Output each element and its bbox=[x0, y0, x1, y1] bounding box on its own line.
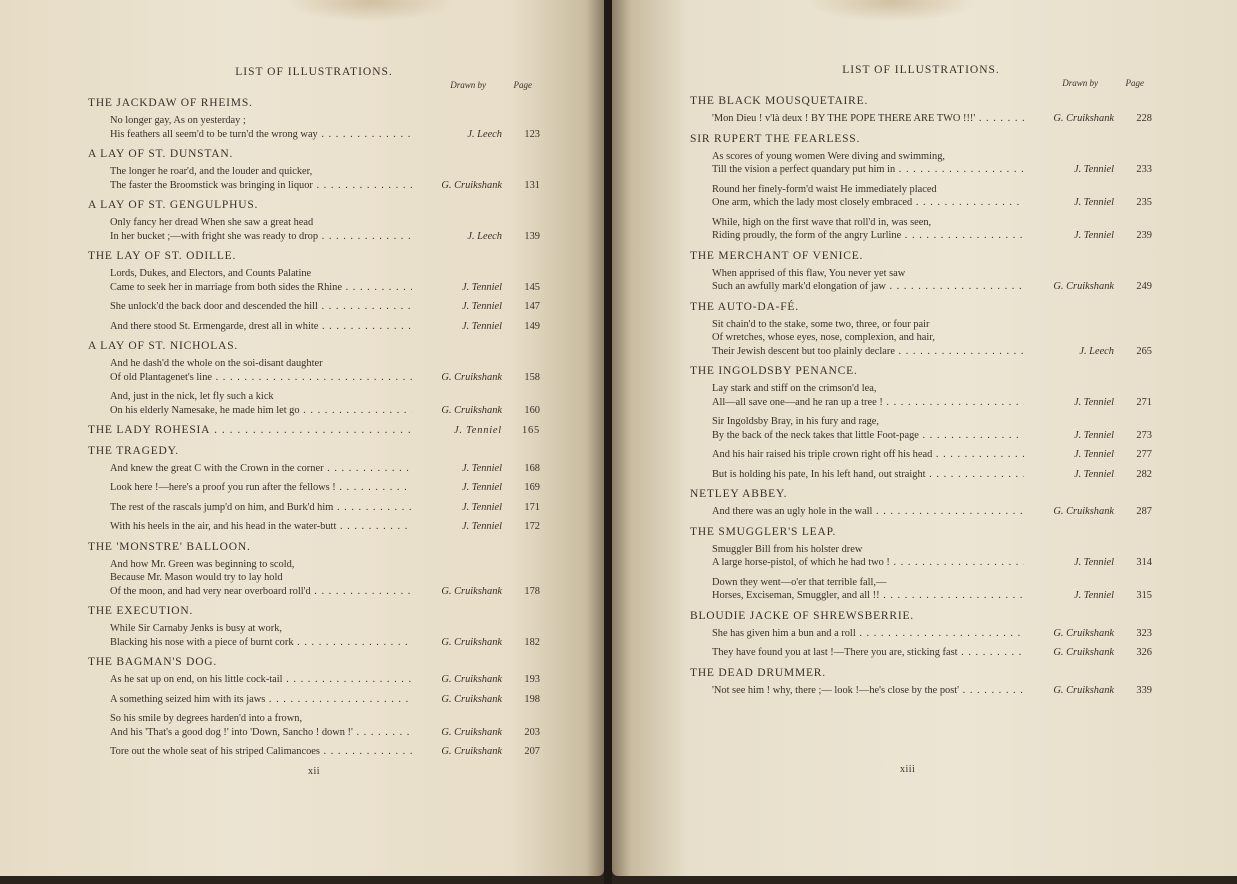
artist-name: G. Cruikshank bbox=[441, 404, 502, 416]
list-item bbox=[88, 712, 540, 739]
caption-line: And knew the great C with the Crown in the corner . . . bbox=[110, 462, 412, 476]
artist-name: J. Tenniel bbox=[461, 301, 502, 312]
list-item bbox=[88, 481, 540, 495]
list-item bbox=[690, 318, 1152, 359]
page-number: 123 bbox=[524, 128, 540, 140]
artist-name: G. Cruikshank bbox=[1053, 647, 1114, 658]
page-number: 287 bbox=[1136, 506, 1152, 517]
poem-title: THE JACKDAW OF RHEIMS. bbox=[88, 97, 253, 109]
list-item bbox=[690, 150, 1152, 177]
poem-section bbox=[88, 424, 540, 438]
right-page bbox=[612, 0, 1237, 876]
page-header: Page bbox=[513, 80, 532, 90]
artist-name: G. Cruikshank bbox=[441, 726, 502, 738]
page-number: 182 bbox=[524, 636, 540, 648]
poem-title: THE TRAGEDY. bbox=[88, 444, 179, 457]
poem-section bbox=[690, 301, 1152, 359]
artist-name: J. Tenniel bbox=[1073, 449, 1114, 460]
caption-line: No longer gay, As on yesterday ; bbox=[110, 115, 246, 126]
caption-line: And his hair raised his triple crown right off his head . . . bbox=[712, 448, 1024, 462]
poem-section bbox=[88, 250, 540, 333]
poem-section bbox=[690, 95, 1152, 126]
caption-line: The longer he roar'd, and the louder and quicker, bbox=[110, 166, 313, 177]
list-item bbox=[88, 462, 540, 476]
caption-line: While, high on the first wave that roll'd in, was seen, bbox=[712, 216, 932, 228]
artist-name: J. Tenniel bbox=[1073, 590, 1114, 601]
list-item bbox=[88, 165, 540, 192]
page-stain bbox=[807, 0, 977, 22]
caption-line: Because Mr. Mason would try to lay hold bbox=[110, 572, 283, 583]
caption-line: Came to seek her in marriage from both sides the Rhine . . . bbox=[110, 281, 412, 295]
page-number: 165 bbox=[522, 425, 540, 436]
artist-name: J. Tenniel bbox=[1073, 164, 1114, 175]
caption-line: Their Jewish descent but too plainly declare . . . bbox=[712, 345, 1024, 359]
poem-title: THE BAGMAN'S DOG. bbox=[88, 656, 218, 668]
page-number: 158 bbox=[524, 371, 540, 383]
page-number: 273 bbox=[1136, 429, 1152, 441]
list-item bbox=[690, 684, 1152, 698]
poem-section bbox=[690, 133, 1152, 243]
artist-name: J. Tenniel bbox=[461, 462, 502, 474]
artist-name: J. Leech bbox=[1079, 345, 1114, 357]
caption-line: On his elderly Namesake, he made him let go . . . bbox=[110, 404, 412, 418]
caption-line: 'Mon Dieu ! v'là deux ! BY THE POPE THERE ARE TWO !!!' . . . bbox=[712, 112, 1024, 126]
poem-section bbox=[88, 199, 540, 243]
caption-line: And he dash'd the whole on the soi-disant daughter bbox=[110, 358, 323, 369]
poem-section bbox=[88, 445, 540, 534]
artist-name: J. Leech bbox=[467, 128, 502, 140]
poem-title: THE MERCHANT OF VENICE. bbox=[690, 249, 864, 262]
caption-line: By the back of the neck takes that little Foot-page . . . bbox=[712, 429, 1024, 443]
page-number: 207 bbox=[524, 746, 540, 757]
caption-line: When apprised of this flaw, You never yet saw bbox=[712, 267, 906, 279]
caption-line: Down they went—o'er that terrible fall,— bbox=[712, 576, 887, 588]
list-item bbox=[690, 382, 1152, 409]
page-number: 315 bbox=[1136, 590, 1152, 601]
caption-line: One arm, which the lady most closely embraced . . . bbox=[712, 196, 1024, 210]
poem-title: A LAY OF ST. NICHOLAS. bbox=[88, 340, 239, 352]
caption-line: In her bucket ;—with fright she was ready to drop . . . bbox=[110, 230, 412, 244]
poem-section bbox=[88, 541, 540, 599]
page-number: 172 bbox=[524, 521, 540, 532]
caption-line: Horses, Exciseman, Smuggler, and all !! . . . bbox=[712, 589, 1024, 603]
page-number: 271 bbox=[1136, 396, 1152, 408]
page-number: 139 bbox=[524, 230, 540, 242]
list-item bbox=[88, 267, 540, 294]
artist-name: J. Tenniel bbox=[1073, 230, 1114, 241]
caption-line: The faster the Broomstick was bringing in liquor . . . bbox=[110, 179, 412, 193]
left-page bbox=[0, 0, 604, 876]
caption-line: And there stood St. Ermengarde, drest all in white . . . bbox=[110, 320, 412, 334]
book-gutter bbox=[604, 0, 612, 884]
caption-line: 'Not see him ! why, there ;— look !—he's close by the post' . . . bbox=[712, 684, 1024, 698]
caption-line: And his 'That's a good dog !' into 'Down, Sancho ! down !' . . . bbox=[110, 726, 412, 740]
list-item bbox=[88, 216, 540, 243]
artist-name: G. Cruikshank bbox=[1053, 684, 1114, 696]
drawn-by-header: Drawn by bbox=[450, 80, 486, 90]
artist-name: J. Tenniel bbox=[461, 320, 502, 332]
poem-section bbox=[690, 488, 1152, 519]
list-item bbox=[690, 216, 1152, 243]
artist-name: J. Leech bbox=[467, 230, 502, 242]
artist-name: G. Cruikshank bbox=[441, 636, 502, 648]
caption-line: And how Mr. Green was beginning to scold, bbox=[110, 558, 295, 570]
page-number: 145 bbox=[524, 281, 540, 293]
artist-name: G. Cruikshank bbox=[1053, 113, 1114, 124]
page-title: LIST OF ILLUSTRATIONS. bbox=[235, 66, 393, 78]
artist-name: G. Cruikshank bbox=[441, 179, 502, 191]
page-folio: xiii bbox=[900, 764, 916, 775]
artist-name: G. Cruikshank bbox=[1053, 627, 1114, 639]
caption-line: And there was an ugly hole in the wall . . . bbox=[712, 505, 1024, 519]
list-item bbox=[690, 468, 1152, 482]
list-item bbox=[690, 576, 1152, 603]
page-number: 339 bbox=[1136, 684, 1152, 696]
page-number: 249 bbox=[1136, 281, 1152, 292]
page-number: 169 bbox=[524, 482, 540, 493]
poem-title: THE DEAD DRUMMER. bbox=[690, 666, 826, 679]
artist-name: J. Tenniel bbox=[453, 425, 502, 436]
caption-line: Till the vision a perfect quandary put him in . . . bbox=[712, 163, 1024, 177]
poem-title: A LAY OF ST. DUNSTAN. bbox=[88, 148, 234, 160]
list-item bbox=[690, 267, 1152, 294]
list-item bbox=[690, 627, 1152, 641]
artist-name: J. Tenniel bbox=[1073, 429, 1114, 441]
page-number: 171 bbox=[524, 501, 540, 513]
page-number: 131 bbox=[524, 179, 540, 191]
list-item bbox=[88, 320, 540, 334]
page-number: 277 bbox=[1136, 449, 1152, 460]
artist-name: G. Cruikshank bbox=[441, 371, 502, 383]
page-folio: xii bbox=[308, 766, 321, 777]
caption-line: Blacking his nose with a piece of burnt cork . . . bbox=[110, 636, 412, 650]
illustration-list bbox=[690, 95, 1152, 697]
page-number: 233 bbox=[1136, 164, 1152, 175]
page-number: 193 bbox=[524, 674, 540, 685]
illustration-list bbox=[88, 97, 540, 759]
page-number: 149 bbox=[524, 320, 540, 332]
artist-name: J. Tenniel bbox=[461, 521, 502, 532]
artist-name: J. Tenniel bbox=[461, 281, 502, 293]
page-title: LIST OF ILLUSTRATIONS. bbox=[842, 64, 1000, 76]
artist-name: G. Cruikshank bbox=[441, 746, 502, 757]
poem-section bbox=[88, 148, 540, 192]
page-number: 203 bbox=[524, 726, 540, 738]
drawn-by-header: Drawn by bbox=[1062, 78, 1098, 88]
poem-section bbox=[88, 97, 540, 141]
poem-title: THE EXECUTION. bbox=[88, 605, 194, 617]
caption-line: Sir Ingoldsby Bray, in his fury and rage, bbox=[712, 416, 879, 427]
caption-line: While Sir Carnaby Jenks is busy at work, bbox=[110, 623, 282, 634]
artist-name: J. Tenniel bbox=[1073, 396, 1114, 408]
artist-name: J. Tenniel bbox=[1073, 468, 1114, 480]
list-item bbox=[88, 622, 540, 649]
poem-title: BLOUDIE JACKE OF SHREWSBERRIE. bbox=[690, 609, 914, 622]
column-headers bbox=[88, 82, 540, 90]
caption-line: They have found you at last !—There you are, sticking fast . . . bbox=[712, 646, 1024, 660]
poem-title: THE LAY OF ST. ODILLE. bbox=[88, 250, 237, 262]
list-item bbox=[88, 501, 540, 515]
artist-name: J. Tenniel bbox=[1073, 557, 1114, 568]
poem-section bbox=[690, 250, 1152, 294]
list-item bbox=[88, 390, 540, 417]
caption-line: Only fancy her dread When she saw a great head bbox=[110, 217, 314, 228]
caption-line: Riding proudly, the form of the angry Lurline . . . bbox=[712, 229, 1024, 243]
artist-name: G. Cruikshank bbox=[1053, 281, 1114, 292]
caption-line: The rest of the rascals jump'd on him, and Burk'd him . . . bbox=[110, 501, 412, 515]
list-item bbox=[690, 415, 1152, 442]
caption-line: Tore out the whole seat of his striped Calimancoes . . . bbox=[110, 745, 412, 759]
poem-section bbox=[690, 667, 1152, 698]
artist-name: J. Tenniel bbox=[461, 501, 502, 513]
poem-section bbox=[88, 340, 540, 417]
poem-section bbox=[690, 365, 1152, 481]
page-number: 323 bbox=[1136, 627, 1152, 639]
caption-line: Look here !—here's a proof you run after the fellows ! . . . bbox=[110, 481, 412, 495]
list-item bbox=[88, 424, 540, 438]
page-number: 235 bbox=[1136, 197, 1152, 208]
list-item bbox=[690, 112, 1152, 126]
list-item bbox=[690, 183, 1152, 210]
caption-line: But is holding his pate, In his left hand, out straight . . . bbox=[712, 468, 1024, 482]
caption-line: Of the moon, and had very near overboard roll'd . . . bbox=[110, 585, 412, 599]
poem-title: A LAY OF ST. GENGULPHUS. bbox=[88, 199, 259, 211]
list-item bbox=[88, 673, 540, 687]
caption-line: Such an awfully mark'd elongation of jaw . . . bbox=[712, 280, 1024, 294]
poem-section bbox=[88, 605, 540, 649]
caption-line: Of wretches, whose eyes, nose, complexion, and hair, bbox=[712, 332, 935, 343]
artist-name: G. Cruikshank bbox=[441, 585, 502, 597]
page-number: 228 bbox=[1136, 113, 1152, 124]
page-number: 314 bbox=[1136, 557, 1152, 568]
page-number: 198 bbox=[524, 693, 540, 705]
caption-line: She has given him a bun and a roll . . . bbox=[712, 627, 1024, 641]
caption-line: A something seized him with its jaws . . . bbox=[110, 693, 412, 707]
caption-line: Lay stark and stiff on the crimson'd lea, bbox=[712, 383, 877, 394]
caption-line: And, just in the nick, let fly such a kick bbox=[110, 391, 274, 402]
list-item bbox=[690, 543, 1152, 570]
page-number: 282 bbox=[1136, 468, 1152, 480]
caption-line: Smuggler Bill from his holster drew bbox=[712, 543, 863, 555]
caption-line: With his heels in the air, and his head in the water-butt . . . bbox=[110, 520, 412, 534]
artist-name: G. Cruikshank bbox=[441, 693, 502, 705]
left-page-content bbox=[88, 66, 540, 765]
caption-line: All—all save one—and he ran up a tree ! . . . bbox=[712, 396, 1024, 410]
caption-line: Sit chain'd to the stake, some two, three, or four pair bbox=[712, 318, 930, 330]
page-number: 147 bbox=[524, 301, 540, 312]
poem-title: THE SMUGGLER'S LEAP. bbox=[690, 525, 837, 538]
column-headers bbox=[690, 80, 1152, 88]
artist-name: G. Cruikshank bbox=[441, 674, 502, 685]
page-header: Page bbox=[1125, 78, 1144, 88]
poem-section bbox=[690, 610, 1152, 660]
list-item bbox=[88, 558, 540, 599]
poem-title: SIR RUPERT THE FEARLESS. bbox=[690, 132, 861, 145]
caption-line: She unlock'd the back door and descended the hill . . . bbox=[110, 300, 412, 314]
poem-section bbox=[690, 526, 1152, 603]
poem-title: THE BLACK MOUSQUETAIRE. bbox=[690, 95, 869, 107]
caption-line: As scores of young women Were diving and swimming, bbox=[712, 150, 946, 162]
caption-line: Round her finely-form'd waist He immediately placed bbox=[712, 183, 937, 195]
poem-title: NETLEY ABBEY. bbox=[690, 488, 788, 500]
list-item bbox=[690, 448, 1152, 462]
caption-line: As he sat up on end, on his little cock-tail . . . bbox=[110, 673, 412, 687]
caption-line: His feathers all seem'd to be turn'd the wrong way . . . bbox=[110, 128, 412, 142]
caption-line: So his smile by degrees harden'd into a frown, bbox=[110, 713, 303, 724]
poem-title: THE LADY ROHESIA . . . bbox=[88, 424, 412, 438]
artist-name: G. Cruikshank bbox=[1053, 506, 1114, 517]
list-item bbox=[88, 520, 540, 534]
caption-line: A large horse-pistol, of which he had two ! . . . bbox=[712, 556, 1024, 570]
page-number: 239 bbox=[1136, 230, 1152, 241]
poem-title: THE INGOLDSBY PENANCE. bbox=[690, 365, 858, 377]
list-item bbox=[690, 505, 1152, 519]
list-item bbox=[88, 300, 540, 314]
list-item bbox=[88, 745, 540, 759]
poem-section bbox=[88, 656, 540, 759]
list-item bbox=[690, 646, 1152, 660]
page-number: 178 bbox=[524, 585, 540, 597]
artist-name: J. Tenniel bbox=[461, 482, 502, 493]
page-number: 168 bbox=[524, 462, 540, 474]
list-item bbox=[88, 357, 540, 384]
list-item bbox=[88, 693, 540, 707]
poem-title: THE AUTO-DA-FÉ. bbox=[690, 300, 799, 313]
caption-line: Lords, Dukes, and Electors, and Counts Palatine bbox=[110, 268, 312, 279]
right-page-content bbox=[690, 64, 1152, 703]
page-stain bbox=[285, 0, 455, 22]
page-number: 326 bbox=[1136, 647, 1152, 658]
list-item bbox=[88, 114, 540, 141]
page-number: 265 bbox=[1136, 345, 1152, 357]
caption-line: Of old Plantagenet's line . . . bbox=[110, 371, 412, 385]
artist-name: J. Tenniel bbox=[1073, 197, 1114, 208]
page-number: 160 bbox=[524, 404, 540, 416]
poem-title: THE 'MONSTRE' BALLOON. bbox=[88, 540, 251, 553]
